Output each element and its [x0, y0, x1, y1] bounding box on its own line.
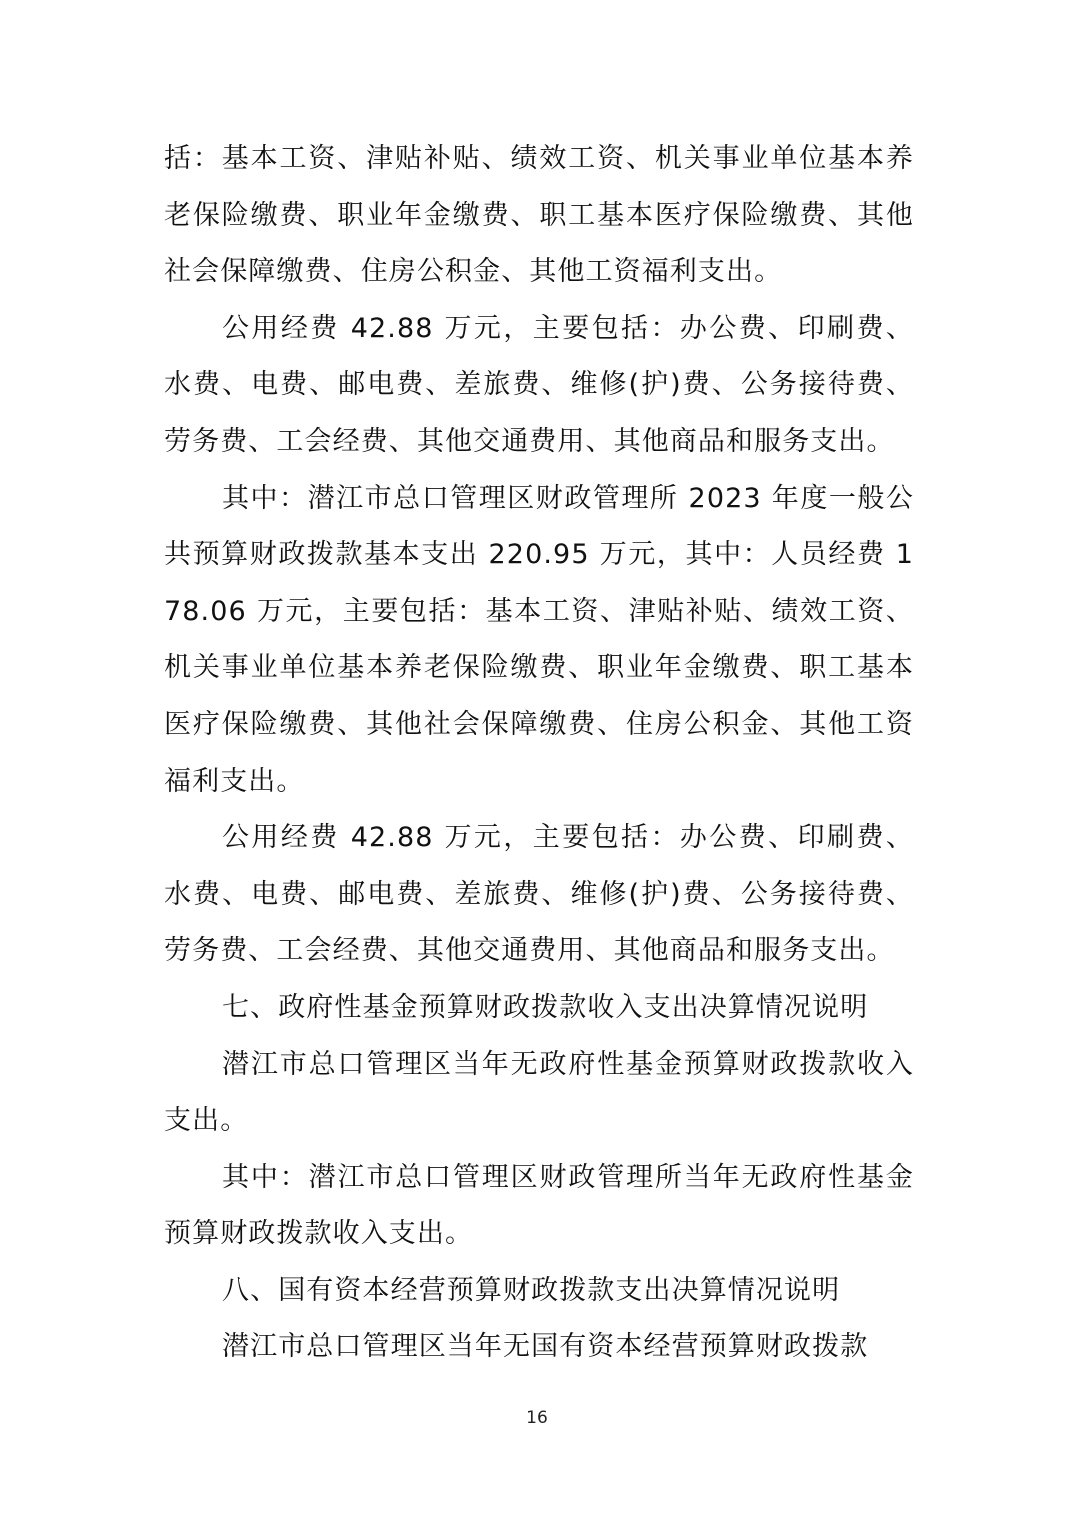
page-number: 16	[526, 1408, 548, 1428]
section-heading-state-capital: 八、国有资本经营预算财政拨款支出决算情况说明	[222, 1274, 841, 1306]
body-text	[164, 131, 914, 1376]
section-heading-government-fund: 七、政府性基金预算财政拨款收入支出决算情况说明	[222, 991, 869, 1023]
paragraph-state-capital-none: 潜江市总口管理区当年无国有资本经营预算财政拨款	[222, 1331, 869, 1363]
paragraph-public-expenses: 公用经费 42.88 万元，主要包括：办公费、印刷费、水费、电费、邮电费、差旅费、维修(护)费、公务接待费、劳务费、工会经费、其他交通费用、其他商品和服务支出。	[164, 312, 914, 457]
paragraph-finance-office-government-fund-none: 其中：潜江市总口管理区财政管理所当年无政府性基金预算财政拨款收入支出。	[164, 1161, 914, 1250]
paragraph-government-fund-none: 潜江市总口管理区当年无政府性基金预算财政拨款收入支出。	[164, 1048, 914, 1137]
paragraph-finance-office-public-expenses: 公用经费 42.88 万元，主要包括：办公费、印刷费、水费、电费、邮电费、差旅费、维修(护)费、公务接待费、劳务费、工会经费、其他交通费用、其他商品和服务支出。	[164, 822, 914, 967]
paragraph-personnel-items-continued: 括：基本工资、津贴补贴、绩效工资、机关事业单位基本养老保险缴费、职业年金缴费、职工基本医疗保险缴费、其他社会保障缴费、住房公积金、其他工资福利支出。	[164, 143, 914, 288]
paragraph-finance-office-basic-expenditure: 其中：潜江市总口管理区财政管理所 2023 年度一般公共预算财政拨款基本支出 220.95 万元，其中：人员经费 178.06 万元，主要包括：基本工资、津贴补贴、绩效工资、机关事业单位基本养老保险缴费、职业年金缴费、职工基本医疗保险缴费、其他社会保障缴费、住房公积金、其他工资福利支出。	[164, 482, 914, 797]
